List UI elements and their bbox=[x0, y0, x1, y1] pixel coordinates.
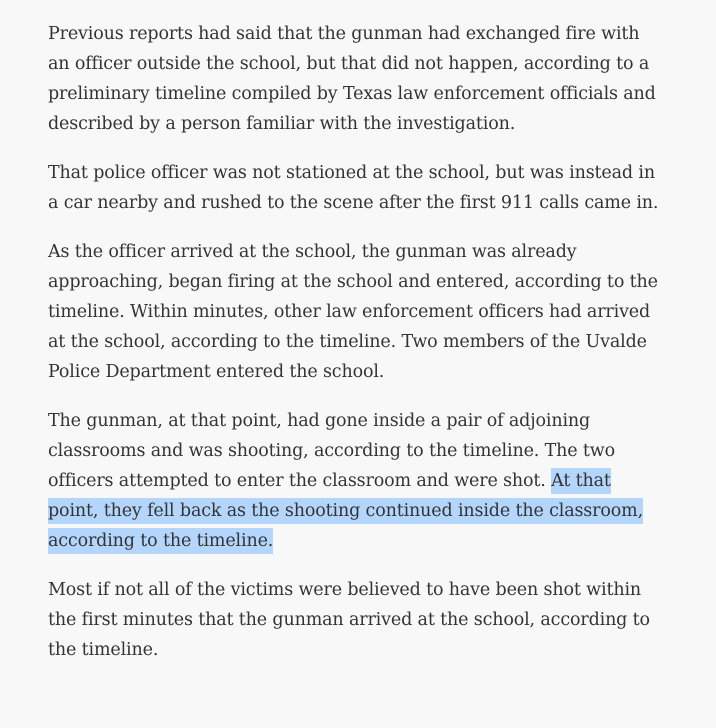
article-paragraph-4[interactable] bbox=[48, 406, 660, 556]
article-paragraph-5[interactable]: Most if not all of the victims were believed to have been shot within the first minutes that the gunman arrived at the school, according to the timeline. bbox=[48, 580, 650, 660]
article-paragraph-2[interactable]: That police officer was not stationed at the school, but was instead in a car nearby and rushed to the scene after the first 911 calls came in. bbox=[48, 163, 659, 213]
article-paragraph-3[interactable]: As the officer arrived at the school, the gunman was already approaching, began firing at the school and entered, according to the timeline. Within minutes, other law enforcement officers had arrived at the school, according to the timeline. Two members of the Uvalde Police Department entered the school. bbox=[48, 242, 658, 382]
article-paragraph-4-text[interactable]: The gunman, at that point, had gone inside a pair of adjoining classrooms and was shooting, according to the timeline. The two officers attempted to enter the classroom and were shot. bbox=[48, 411, 615, 491]
article-paragraph-1[interactable]: Previous reports had said that the gunman had exchanged fire with an officer outside the school, but that did not happen, according to a preliminary timeline compiled by Texas law enforcement officials and described by a person familiar with the investigation. bbox=[48, 24, 656, 134]
selected-text-highlight[interactable]: At that point, they fell back as the shooting continued inside the classroom, according to the timeline. bbox=[48, 468, 643, 554]
